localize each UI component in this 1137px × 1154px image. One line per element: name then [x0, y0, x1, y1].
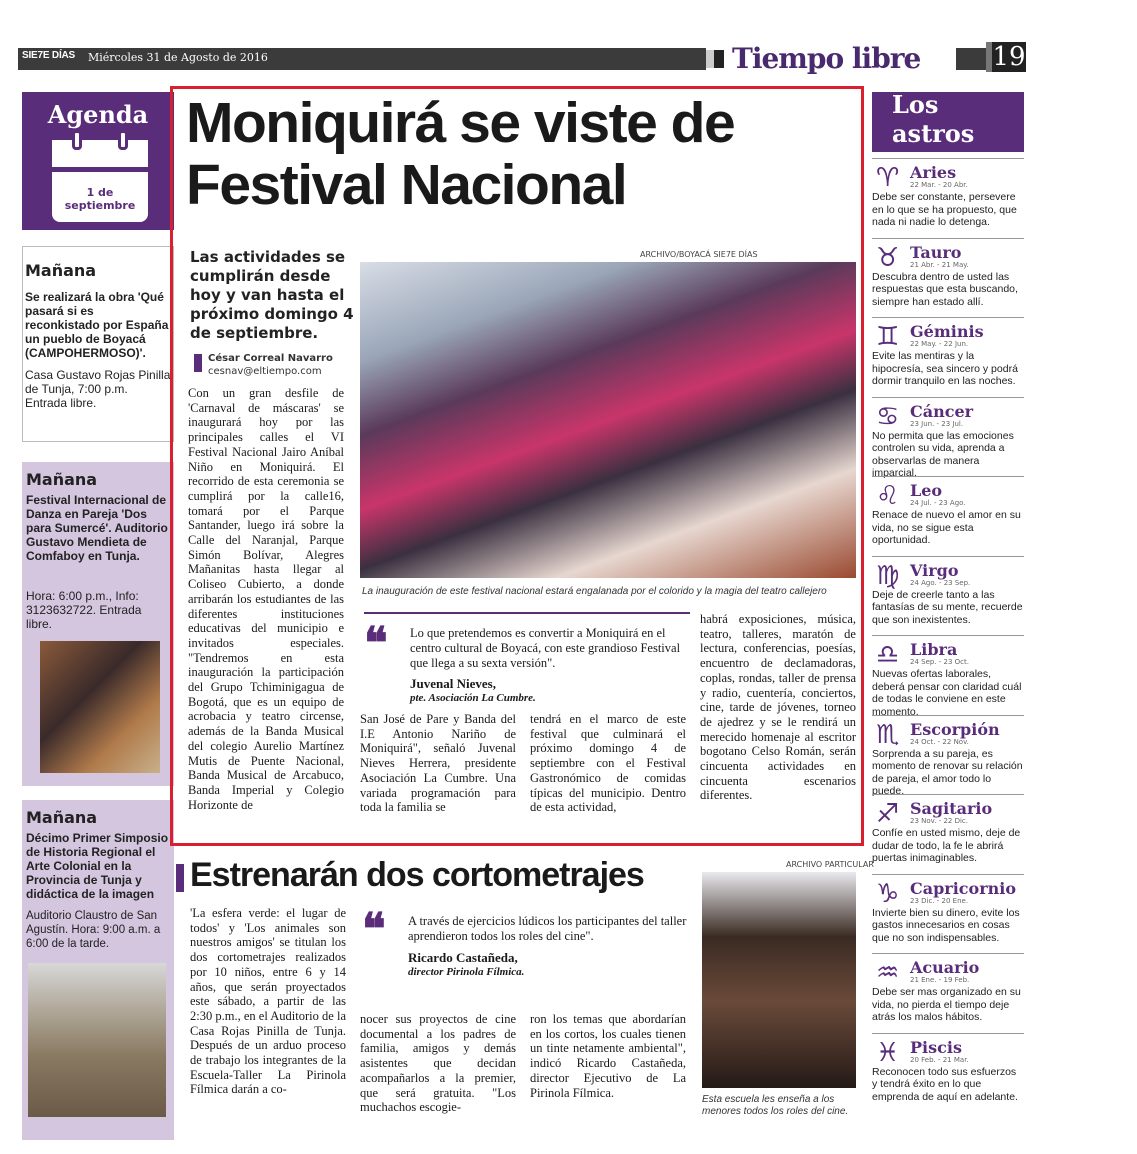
agenda-item	[22, 800, 174, 1140]
quote-rule	[364, 612, 690, 614]
sign-name: Cáncer	[910, 401, 974, 421]
agenda-item-heading: Mañana	[26, 470, 98, 489]
photo-caption: Esta escuela les enseña a los menores todos los roles del cine.	[702, 1094, 849, 1117]
sign-text: Sorprenda a su pareja, es momento de renovar su relación de pareja, el amor todo lo puede.	[872, 747, 1023, 797]
headline-marker	[176, 864, 184, 892]
agenda-title: Agenda	[47, 100, 149, 129]
horoscope-sign	[872, 953, 1024, 1031]
horoscope-sign	[872, 635, 1024, 718]
agenda-item-title: Se realizará la obra 'Qué pasará si es reconkistado por España un pueblo de Boyacá (CAMPOHERMOSO)'.	[25, 290, 169, 360]
article-column: tendrá en el marco de este festival que culminará el próximo domingo 4 de septiembre con el Festival Gastronómico de comidas típicas del municipio. Dentro de esta actividad,	[530, 712, 686, 815]
zodiac-icon: ♑	[876, 878, 900, 909]
sign-text: Descubra dentro de usted las respuestas que esta buscando, siempre han estado allí.	[872, 270, 1018, 308]
author-marker	[194, 354, 202, 372]
article-subhead: Las actividades se cumplirán desde hoy y van hasta el próximo domingo 4 de septiembre.	[190, 248, 354, 342]
photo-credit: ARCHIVO/BOYACÁ SIE7E DÍAS	[640, 250, 758, 259]
sign-name: Capricornio	[910, 878, 1017, 898]
agenda-item	[22, 246, 174, 442]
sign-text: Reconocen todo sus esfuerzos y tendrá éxito en lo que emprenda de aquí en adelante.	[872, 1065, 1018, 1103]
sign-dates: 24 Oct. - 22 Nov.	[910, 737, 969, 746]
agenda-item-details: Auditorio Claustro de San Agustín. Hora: 9:00 a.m. a 6:00 de la tarde.	[26, 910, 161, 950]
calendar-date: 1 de septiembre	[64, 186, 136, 212]
section-stripes	[706, 50, 724, 68]
agenda-item-title: Décimo Primer Simposio de Historia Regional el Arte Colonial en la Provincia de Tunja y didáctica de la imagen	[26, 831, 169, 901]
sign-text: Nuevas ofertas laborales, deberá pensar con claridad cuál de todas le conviene en este momento.	[872, 668, 1022, 718]
sign-dates: 23 Jun. - 23 Jul.	[910, 419, 964, 428]
horoscope-sign	[872, 476, 1024, 554]
calendar-top	[52, 140, 148, 172]
sign-dates: 21 Abr. - 21 May.	[910, 260, 969, 269]
sign-dates: 21 Ene. - 19 Feb.	[910, 976, 970, 984]
photo-caption: La inauguración de este festival nacional estará engalanada por el colorido y la magia del teatro callejero	[362, 586, 827, 597]
article-headline: Moniquirá se viste de Festival Nacional	[186, 91, 735, 217]
pull-quote: Lo que pretendemos es convertir a Moniquirá en el centro cultural de Boyacá, con este grandioso Festival que llega a su sexta versión".	[410, 626, 681, 670]
zodiac-icon: ♌	[876, 481, 900, 511]
horoscope-sign	[872, 794, 1024, 872]
sign-name: Escorpión	[910, 719, 1000, 739]
article-headline: Estrenarán dos cortometrajes	[190, 856, 644, 894]
article-column: habrá exposiciones, música, teatro, talleres, maratón de lectura, conferencias, poesías, encuentro de declamadoras, coplas, rondas, taller de prensa y radio, cuentería, conciertos, cine, tarde de jóvenes, torneo de ajedrez y se le rendirá un merecido homenaje al escritor bogotano Celso Román, serán cincuenta actividades en cincuenta escenarios diferentes.	[700, 612, 856, 803]
sign-name: Virgo	[910, 560, 959, 580]
zodiac-icon: ♎	[876, 640, 900, 670]
pull-quote: A través de ejercicios lúdicos los participantes del taller aprendieron todos los roles del cine".	[408, 914, 687, 943]
sign-dates: 24 Ago. - 23 Sep.	[910, 578, 971, 587]
article-column: ron los temas que abordarían en los cortos, los cuales tienen un tinte netamente ambiental", indicó Ricardo Castañeda, director Ejecutivo de La Pirinola Fílmica.	[530, 1012, 686, 1100]
horoscope-sign	[872, 715, 1024, 797]
sign-dates: 24 Sep. - 23 Oct.	[910, 658, 969, 666]
page-number: 19	[986, 42, 1026, 72]
sign-name: Libra	[910, 640, 958, 659]
quote-author-role: pte. Asociación La Cumbre.	[410, 692, 536, 704]
horoscope-sign	[872, 238, 1024, 316]
article-column: San José de Pare y Banda del I.E Antonio Nariño de Moniquirá", señaló Juvenal Nieves Herrera, presidente Asociación La Cumbre. Una variada programación para toda la familia se	[360, 712, 516, 815]
sign-name: Leo	[910, 481, 943, 500]
sign-name: Géminis	[910, 322, 984, 341]
zodiac-icon: ♈	[876, 163, 900, 193]
agenda-item-title: Festival Internacional de Danza en Pareja 'Dos para Sumercé'. Auditorio Gustavo Mendieta de Comfaboy en Tunja.	[26, 493, 168, 563]
photo-credit: ARCHIVO PARTICULAR	[786, 860, 874, 869]
calendar-ring-icon	[72, 130, 82, 150]
zodiac-icon: ♐	[876, 799, 900, 829]
zodiac-icon: ♊	[876, 322, 900, 352]
sign-text: Invierte bien su dinero, evite los gastos innecesarios en cosas que no son indispensables.	[872, 906, 1020, 944]
sign-dates: 23 Dic. - 20 Ene.	[910, 896, 969, 905]
sign-dates: 22 Mar. - 20 Abr.	[910, 181, 968, 189]
horoscope-title: Los astros	[892, 90, 975, 148]
sign-dates: 24 Jul. - 23 Ago.	[910, 499, 966, 507]
colonial-building-photo	[28, 963, 166, 1117]
sign-text: Deje de creerle tanto a las fantasías de su mente, recuerde que son inexistentes.	[872, 588, 1023, 626]
zodiac-icon: ♍	[876, 560, 900, 591]
sign-name: Piscis	[910, 1037, 962, 1057]
sign-dates: 22 May. - 22 Jun.	[910, 340, 969, 348]
calendar-ring-icon	[118, 130, 128, 150]
section-title: Tiempo libre	[732, 42, 921, 75]
sign-name: Tauro	[910, 242, 962, 262]
newspaper-logo: SIE7E DÍAS	[22, 50, 76, 61]
horoscope-sign	[872, 556, 1024, 634]
article-column: nocer sus proyectos de cine documental a los padres de familia, amigos y demás asistentes que decidan acompañarlos a la premier, que será gratuita. "Los muchachos escogie-	[360, 1012, 516, 1115]
sign-text: Debe ser mas organizado en su vida, no pierda el tiempo deje atrás los malos hábitos.	[872, 986, 1021, 1023]
sign-name: Acuario	[910, 958, 980, 977]
agenda-item-heading: Mañana	[26, 808, 98, 827]
horoscope-sign	[872, 397, 1024, 479]
quote-icon: ❝	[362, 904, 386, 955]
quote-author: Juvenal Nieves,	[410, 676, 496, 691]
sign-text: Renace de nuevo el amor en su vida, no se sigue esta oportunidad.	[872, 509, 1021, 546]
sign-text: Confíe en usted mismo, deje de dudar de todo, la fe le abrirá puertas inimaginables.	[872, 827, 1021, 864]
horoscope-sign	[872, 874, 1024, 952]
horoscope-sign	[872, 317, 1024, 395]
agenda-item-details: Hora: 6:00 p.m., Info: 3123632722. Entrada libre.	[26, 589, 142, 631]
sign-name: Sagitario	[910, 799, 993, 818]
article-column: 'La esfera verde: el lugar de todos' y 'Los animales son nuestros amigos' se titulan los dos cortometrajes realizados por 10 niños, entre 6 y 14 años, que serán proyectados este sábado, a partir de las 2:30 p.m., en el Auditorio de la Casa Rojas Pinilla de Tunja. Después de un arduo proceso de trabajo los integrantes de la Escuela-Taller La Pirinola Fílmica darán a co-	[190, 906, 346, 1097]
sign-text: Debe ser constante, persevere en lo que se ha propuesto, que nada ni nadie lo detenga.	[872, 191, 1017, 228]
author-email: cesnav@eltiempo.com	[208, 366, 322, 377]
zodiac-icon: ♏	[876, 719, 900, 750]
zodiac-icon: ♓	[876, 1037, 900, 1068]
sign-dates: 20 Feb. - 21 Mar.	[910, 1055, 969, 1064]
agenda-item-heading: Mañana	[25, 261, 97, 280]
sign-text: No permita que las emociones controlen su vida, aprenda a observarlas de manera imparcial.	[872, 429, 1014, 479]
dance-photo	[40, 641, 160, 773]
zodiac-icon: ♋	[876, 401, 900, 432]
film-workshop-photo	[702, 872, 856, 1088]
sign-dates: 23 Nov. - 22 Dic.	[910, 817, 968, 825]
quote-icon: ❝	[364, 618, 388, 669]
sign-name: Aries	[910, 163, 957, 182]
issue-date: Miércoles 31 de Agosto de 2016	[88, 51, 268, 64]
sign-text: Evite las mentiras y la hipocresía, sea sincero y podrá dormir tranquilo en las noches.	[872, 350, 1018, 387]
zodiac-icon: ♒	[876, 958, 900, 988]
article-author: César Correal Navarro	[208, 353, 333, 364]
zodiac-icon: ♉	[876, 242, 900, 273]
carnival-photo	[360, 262, 856, 578]
article-column: Con un gran desfile de 'Carnaval de máscaras' se inaugurará hoy por las principales calles el VI Festival Nacional Jairo Aníbal Niño en Moniquirá. El recorrido de esta ceremonia se cumplirá por la calle16, tomará por el Parque Santander, luego irá sobre la Calle del Naranjal, Parque Simón Bolívar, Alegres Mañanitas hasta llegar al Coliseo Cubierto, a donde arribarán los estudiantes de las diferentes instituciones educativas del municipio e invitados especiales. "Tendremos en esta inauguración la participación del Grupo Tchiminigagua de Bogotá, que es un equipo de acrobacia y teatro circense, además de la Banda Musical del colegio Aurelio Martínez Mutis de Puente Nacional, Banda Musical de Arcabuco, Banda Imperial y Colegio Horizonte de	[188, 386, 344, 812]
horoscope-sign	[872, 1033, 1024, 1111]
agenda-item-details: Casa Gustavo Rojas Pinilla de Tunja, 7:00 p.m. Entrada libre.	[25, 368, 171, 410]
agenda-item	[22, 462, 174, 786]
horoscope-sign	[872, 158, 1024, 236]
quote-author: Ricardo Castañeda,	[408, 950, 518, 965]
quote-author-role: director Pirinola Fílmica.	[408, 966, 525, 978]
